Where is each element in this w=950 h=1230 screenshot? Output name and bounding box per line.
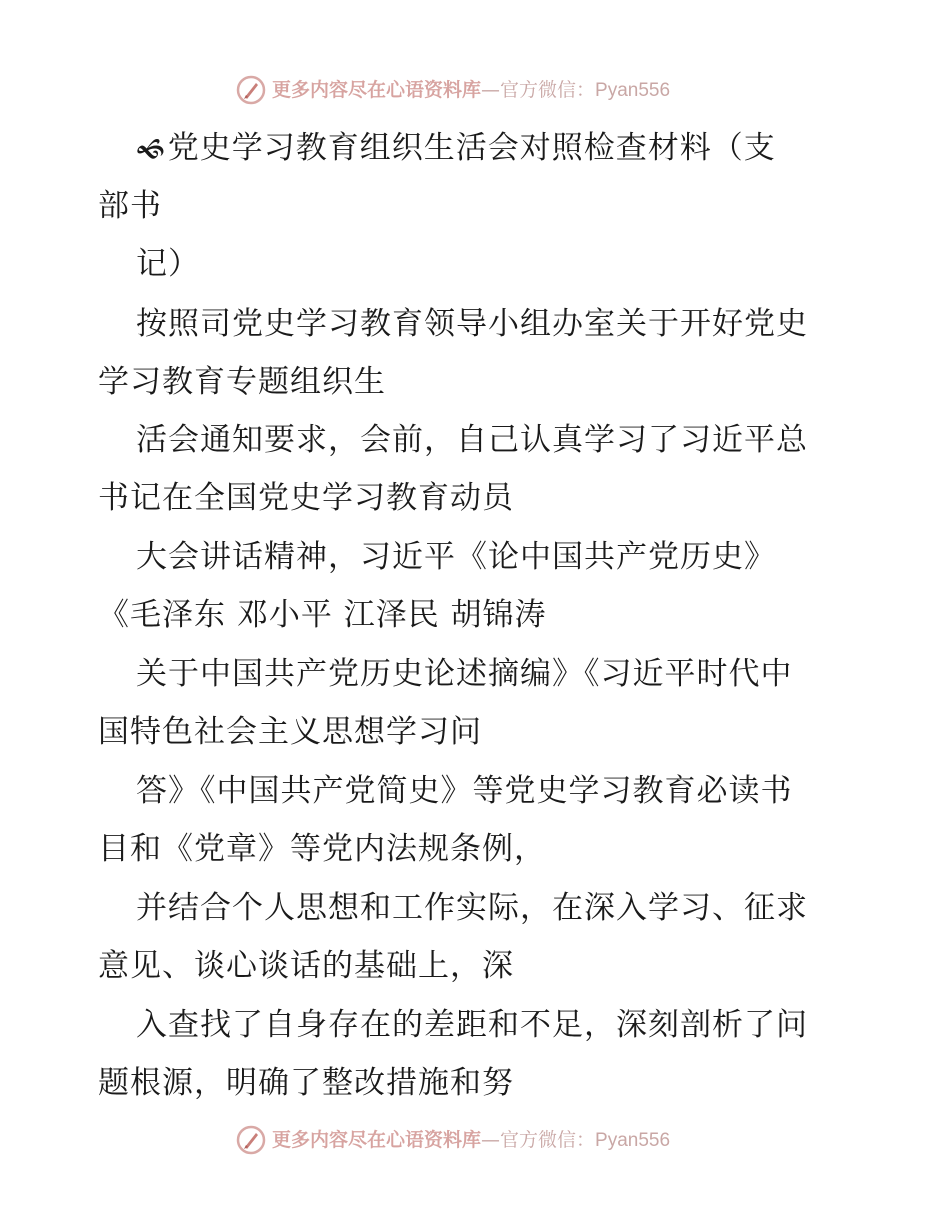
quill-logo-icon — [236, 75, 266, 105]
watermark-separator: — — [481, 78, 501, 101]
document-line: 按照司党史学习教育领导小组办室关于开好党史 — [136, 306, 808, 342]
document-line: 学习教育专题组织生 — [98, 364, 386, 400]
watermark-brand: 更多内容尽在心语资料库 — [272, 78, 482, 101]
document-line: 入查找了自身存在的差距和不足，深刻剖析了问 — [136, 1007, 808, 1043]
footer-watermark — [236, 1124, 670, 1156]
quill-logo-icon — [236, 1125, 266, 1155]
watermark-channel: 官方微信： — [500, 78, 596, 101]
document-title-line-1 — [136, 128, 896, 170]
document-line: 意见、谈心谈话的基础上，深 — [98, 948, 514, 984]
document-line: 部书 — [98, 188, 162, 224]
watermark-text — [272, 75, 670, 106]
watermark-channel: 官方微信： — [500, 1128, 596, 1151]
watermark-separator: — — [481, 1128, 501, 1151]
document-line: 目和《党章》等党内法规条例， — [98, 831, 546, 867]
document-line: 题根源，明确了整改措施和努 — [98, 1065, 514, 1101]
document-line: 书记在全国党史学习教育动员 — [98, 480, 514, 516]
watermark-brand: 更多内容尽在心语资料库 — [272, 1128, 482, 1151]
fleuron-bullet-icon: 🙜 — [136, 135, 166, 165]
header-watermark — [236, 74, 670, 106]
document-line: 国特色社会主义思想学习问 — [98, 714, 482, 750]
watermark-text — [272, 1125, 670, 1156]
document-line: 答》《中国共产党简史》等党史学习教育必读书 — [136, 773, 793, 809]
document-line: 并结合个人思想和工作实际，在深入学习、征求 — [136, 890, 808, 926]
document-line: 关于中国共产党历史论述摘编》《习近平时代中 — [136, 656, 793, 692]
watermark-account: Pyan556 — [595, 79, 671, 101]
document-title-text: 党史学习教育组织生活会对照检查材料（支 — [167, 130, 776, 166]
document-line: 记） — [136, 246, 200, 282]
document-line: 《毛泽东 邓小平 江泽民 胡锦涛 — [98, 597, 547, 633]
document-line: 大会讲话精神，习近平《论中国共产党历史》 — [136, 539, 776, 575]
document-line: 活会通知要求，会前，自己认真学习了习近平总 — [136, 422, 808, 458]
watermark-account: Pyan556 — [595, 1129, 671, 1151]
